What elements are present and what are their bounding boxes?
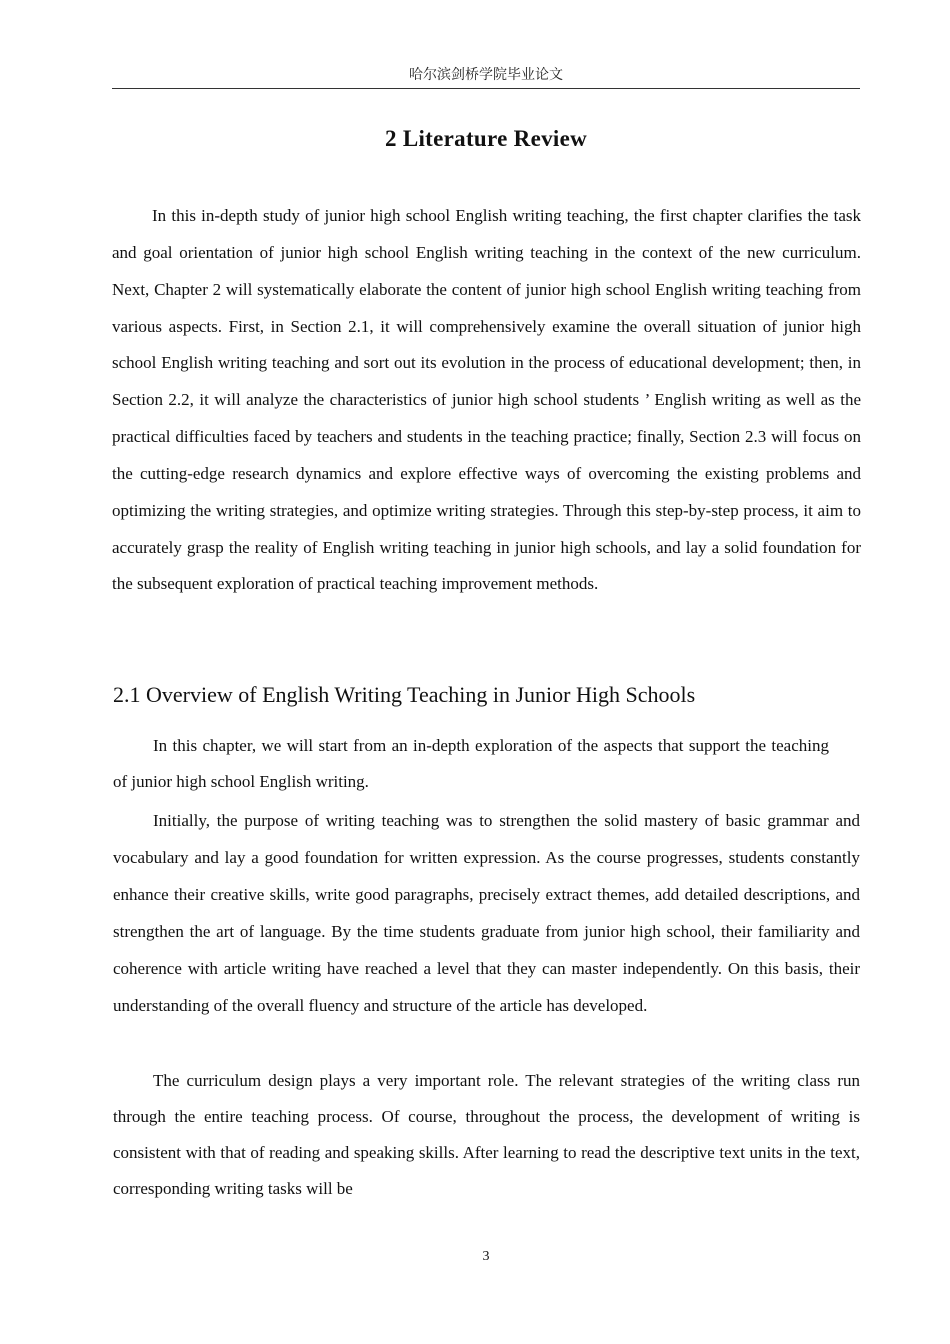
chapter-title: 2 Literature Review: [385, 126, 587, 151]
running-header: 哈尔滨剑桥学院毕业论文: [409, 67, 563, 83]
section-intro-paragraph: In this chapter, we will start from an in-depth exploration of the aspects that support the teaching of junior high school English writing.: [113, 736, 829, 791]
curriculum-paragraph: The curriculum design plays a very important role. The relevant strategies of the writing class run through the entire teaching process. Of course, throughout the process, the development of writing is consistent with that of reading and speaking skills. After learning to read the descriptive text units in the text, corresponding writing tasks will be: [113, 1071, 860, 1198]
section-heading: 2.1 Overview of English Writing Teaching in Junior High Schools: [113, 682, 696, 707]
page-number: 3: [482, 1249, 490, 1264]
intro-paragraph: In this in-depth study of junior high school English writing teaching, the first chapter clarifies the task and goal orientation of junior high school English writing teaching in the context of the new curriculum. Next, Chapter 2 will systematically elaborate the content of junior high school English writing teaching from various aspects. First, in Section 2.1, it will comprehensively examine the overall situation of junior high school English writing teaching and sort out its evolution in the process of educational development; then, in Section 2.2, it will analyze the characteristics of junior high school students ’ English writing as well as the practical difficulties faced by teachers and students in the teaching practice; finally, Section 2.3 will focus on the cutting-edge research dynamics and explore effective ways of overcoming the existing problems and optimizing the writing strategies, and optimize writing strategies. Through this step-by-step process, it aim to accurately grasp the reality of English writing teaching in junior high schools, and lay a solid foundation for the subsequent exploration of practical teaching improvement methods.: [112, 206, 861, 594]
header-rule: [112, 88, 860, 89]
purpose-paragraph: Initially, the purpose of writing teaching was to strengthen the solid mastery of basic grammar and vocabulary and lay a good foundation for written expression. As the course progresses, students constantly enhance their creative skills, write good paragraphs, precisely extract themes, add detailed descriptions, and strengthen the art of language. By the time students graduate from junior high school, their familiarity and coherence with article writing have reached a level that they can master independently. On this basis, their understanding of the overall fluency and structure of the article has developed.: [113, 811, 860, 1015]
